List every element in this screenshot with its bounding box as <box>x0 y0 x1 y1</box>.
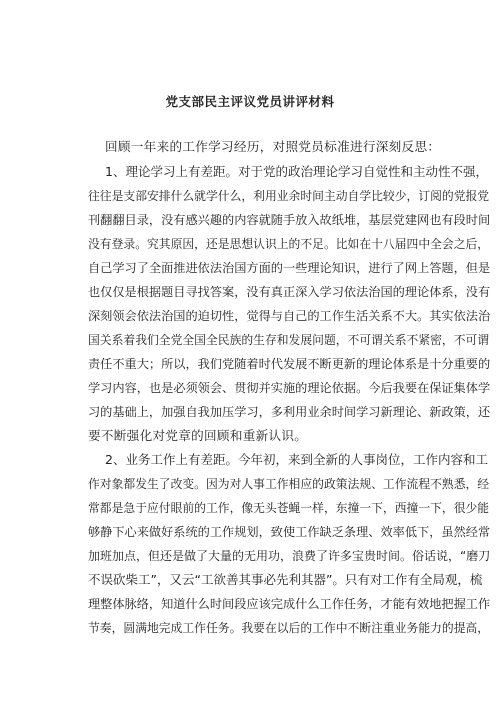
paragraph-line: 刊翻翻目录，没有感兴趣的内容就随手放入故纸堆，基层党建网也有段时间 <box>88 213 491 227</box>
document-title: 党支部民主评议党员讲评材料 <box>165 94 335 109</box>
paragraph-line: 自己学习了全面推进依法治国方面的一些理论知识，进行了网上答题，但是 <box>88 261 491 275</box>
paragraph-line: 责任不重大；所以，我们党随着时代发展不断更新的理论体系是十分重要的 <box>88 357 491 371</box>
paragraph-line: 习的基础上，加强自我加压学习，多利用业余时间学习新理论、新政策，还 <box>88 405 491 419</box>
paragraph-line: 不误砍柴工”，又云“工欲善其事必先利其器”。只有对工作有全局观，梳 <box>88 572 483 587</box>
paragraph-line: 作对象都发生了改变。因为对人事工作相应的政策法规、工作流程不熟悉，经 <box>88 477 490 491</box>
paragraph-line: 深刻领会依法治国的迫切性，觉得与自己的工作生活关系不大。其实依法治 <box>88 309 491 323</box>
paragraph-line: 没有登录。究其原因，还是思想认识上的不足。比如在十八届四中全会之后， <box>88 237 490 251</box>
paragraph-line: 理整体脉络，知道什么时间段应该完成什么工作任务，才能有效地把握工作 <box>88 597 491 611</box>
paragraph-line: 学习内容，也是必须领会、贯彻并实施的理论依据。今后我要在保证集体学 <box>88 381 491 395</box>
paragraph-line: 要不断强化对党章的回顾和重新认识。 <box>88 428 308 443</box>
paragraph-line: 也仅仅是根据题目寻找答案，没有真正深入学习依法治国的理论体系，没有 <box>88 285 491 299</box>
paragraph-line: 回顾一年来的工作学习经历，对照党员标准进行深刻反思： <box>105 139 441 154</box>
paragraph-line: 1、理论学习上有差距。对于党的政治理论学习自觉性和主动性不强， <box>105 164 488 179</box>
paragraph-line: 2、业务工作上有差距。今年初，来到全新的人事岗位，工作内容和工 <box>105 452 488 467</box>
paragraph-line: 加班加点，但还是做了大量的无用功，浪费了许多宝贵时间。俗话说，“磨刀 <box>88 549 491 563</box>
paragraph-line: 往往是支部安排什么就学什么，利用业余时间主动自学比较少，订阅的党报党 <box>88 189 490 203</box>
paragraph-line: 节奏，圆满地完成工作任务。我要在以后的工作中不断注重业务能力的提高， <box>88 621 490 635</box>
paragraph-line: 国关系着我们全党全国全民族的生存和发展问题，不可谓关系不紧密，不可谓 <box>88 333 490 347</box>
paragraph-line: 够静下心来做好系统的工作规划，致使工作缺乏条理、效率低下，虽然经常 <box>88 525 491 539</box>
paragraph-line: 常都是急于应付眼前的工作，像无头苍蝇一样，东撞一下，西撞一下，很少能 <box>88 501 490 515</box>
